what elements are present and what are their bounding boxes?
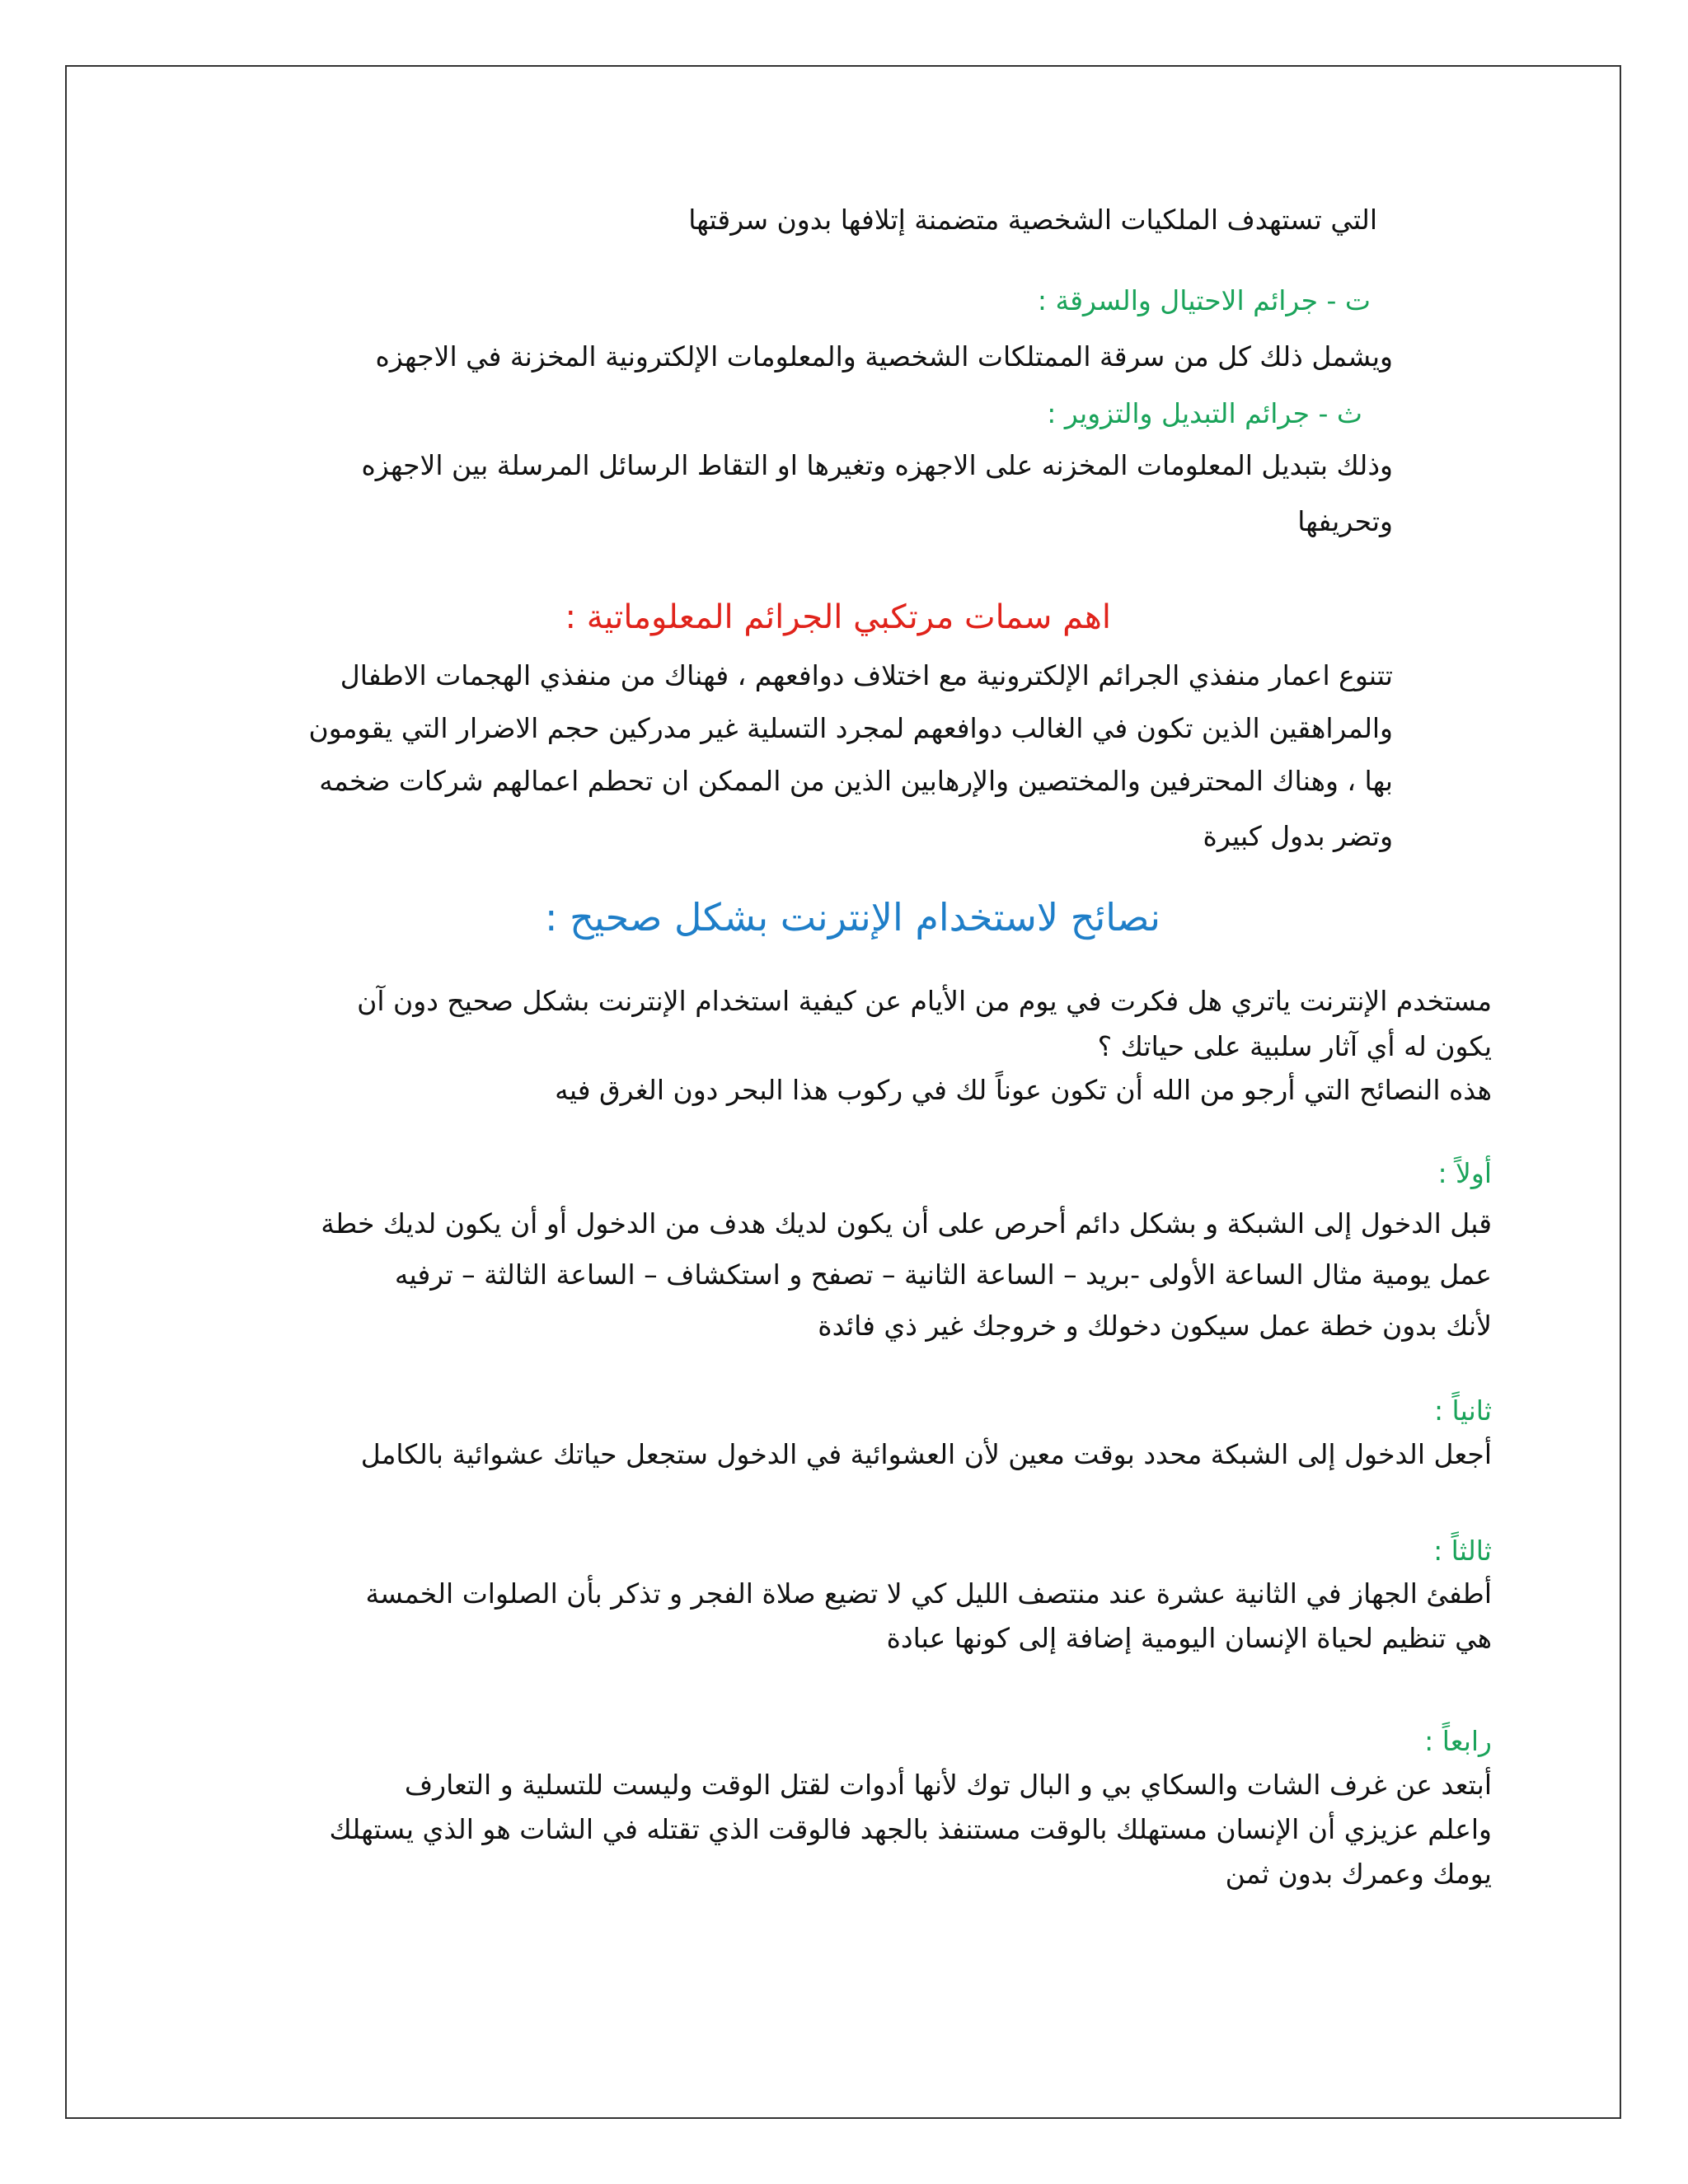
criminal-traits-line: وتضر بدول كبيرة	[1203, 820, 1393, 852]
criminal-traits-line: والمراهقين الذين تكون في الغالب دوافعهم لمجرد التسلية غير مدركين حجم الاضرار التي يقومون	[308, 712, 1393, 744]
tip-text-line: هي تنظيم لحياة الإنسان اليومية إضافة إلى كونها عبادة	[886, 1622, 1492, 1654]
tips-intro-line: هذه النصائح التي أرجو من الله أن تكون عوناً لك في ركوب هذا البحر دون الغرق فيه	[555, 1074, 1492, 1106]
tips-intro-line: مستخدم الإنترنت ياتري هل فكرت في يوم من الأيام عن كيفية استخدام الإنترنت بشكل صحيح دون آن	[357, 985, 1492, 1017]
tip-text-line: لأنك بدون خطة عمل سيكون دخولك و خروجك غير ذي فائدة	[818, 1310, 1492, 1342]
tip-text-line: يومك وعمرك بدون ثمن	[1225, 1858, 1492, 1890]
tip-label-first: أولاً :	[1437, 1157, 1492, 1189]
tip-text-line: أطفئ الجهاز في الثانية عشرة عند منتصف الليل كي لا تضيع صلاة الفجر و تذكر بأن الصلوات الخمسة	[365, 1577, 1492, 1610]
tips-intro-line: يكون له أي آثار سلبية على حياتك ؟	[1097, 1030, 1492, 1062]
fraud-crimes-heading: ت - جرائم الاحتيال والسرقة :	[1037, 284, 1371, 316]
tip-label-third: ثالثاً :	[1433, 1535, 1492, 1567]
criminal-traits-line: بها ، وهناك المحترفين والمختصين والإرهابين الذين من الممكن ان تحطم اعمالهم شركات ضخمه	[319, 765, 1393, 797]
tip-text-line: قبل الدخول إلى الشبكة و بشكل دائم أحرص على أن يكون لديك هدف من الدخول أو أن يكون لديك خطة	[321, 1207, 1492, 1240]
tip-label-second: ثانياً :	[1433, 1394, 1492, 1427]
intro-line: التي تستهدف الملكيات الشخصية متضمنة إتلافها بدون سرقتها	[688, 204, 1377, 236]
forgery-crimes-text-line: وذلك بتبديل المعلومات المخزنه على الاجهزه وتغيرها او التقاط الرسائل المرسلة بين الاجهزه	[361, 449, 1393, 481]
internet-tips-heading: نصائح لاستخدام الإنترنت بشكل صحيح :	[544, 895, 1160, 940]
tip-text-line: أبتعد عن غرف الشات والسكاي بي و البال توك لأنها أدوات لقتل الوقت وليست للتسلية و التعارف	[404, 1769, 1492, 1801]
tip-text-line: أجعل الدخول إلى الشبكة محدد بوقت معين لأن العشوائية في الدخول ستجعل حياتك عشوائية بالكامل	[360, 1438, 1492, 1470]
criminal-traits-heading: اهم سمات مرتكبي الجرائم المعلوماتية :	[565, 598, 1111, 636]
forgery-crimes-heading: ث - جرائم التبديل والتزوير :	[1047, 397, 1362, 429]
fraud-crimes-text: ويشمل ذلك كل من سرقة الممتلكات الشخصية والمعلومات الإلكترونية المخزنة في الاجهزه	[375, 340, 1393, 373]
forgery-crimes-text-line: وتحريفها	[1297, 505, 1393, 537]
tip-label-fourth: رابعاً :	[1424, 1725, 1492, 1757]
tip-text-line: عمل يومية مثال الساعة الأولى -بريد – الساعة الثانية – تصفح و استكشاف – الساعة الثالثة – ترفيه	[394, 1258, 1492, 1291]
criminal-traits-line: تتنوع اعمار منفذي الجرائم الإلكترونية مع اختلاف دوافعهم ، فهناك من منفذي الهجمات الاطفال	[340, 659, 1393, 691]
tip-text-line: واعلم عزيزي أن الإنسان مستهلك بالوقت مستنفذ بالجهد فالوقت الذي تقتله في الشات هو الذي يستهلك	[329, 1813, 1492, 1845]
